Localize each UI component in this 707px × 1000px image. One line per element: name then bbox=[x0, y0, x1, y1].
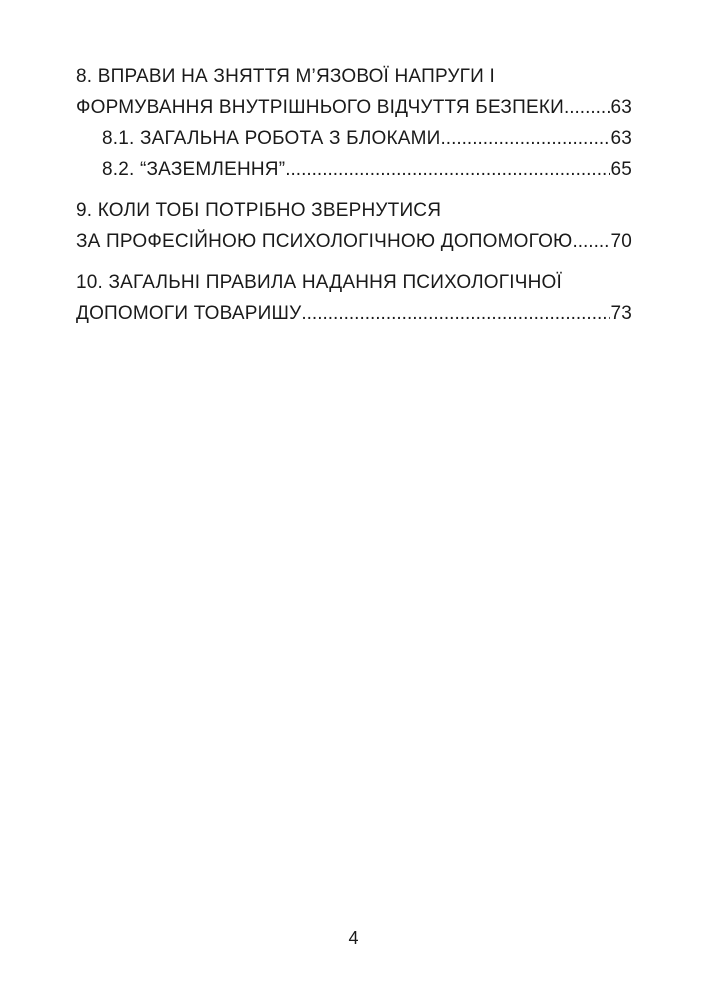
toc-entry-title: ФОРМУВАННЯ ВНУТРІШНЬОГО ВІДЧУТТЯ БЕЗПЕКИ bbox=[76, 97, 564, 118]
toc-page-number: 73 bbox=[610, 303, 632, 324]
toc-entry-9[interactable] bbox=[76, 195, 632, 257]
dot-leader bbox=[572, 226, 610, 257]
toc-subentry-8-1[interactable] bbox=[76, 123, 632, 154]
toc-subentry-title: 8.1. ЗАГАЛЬНА РОБОТА З БЛОКАМИ bbox=[102, 128, 441, 149]
toc-subentry-8-2[interactable] bbox=[76, 154, 632, 185]
toc-entry-title-line bbox=[76, 92, 632, 123]
toc-entry-title-line: 9. КОЛИ ТОБІ ПОТРІБНО ЗВЕРНУТИСЯ bbox=[76, 200, 442, 221]
toc-entry-title-line bbox=[76, 298, 632, 329]
dot-leader bbox=[301, 298, 610, 329]
toc-page-number: 63 bbox=[610, 128, 632, 149]
toc-entry-title-line: 8. ВПРАВИ НА ЗНЯТТЯ М’ЯЗОВОЇ НАПРУГИ І bbox=[76, 66, 495, 87]
toc-entry-10[interactable] bbox=[76, 267, 632, 329]
toc-page-number: 65 bbox=[610, 159, 632, 180]
toc-entry-title: ДОПОМОГИ ТОВАРИШУ bbox=[76, 303, 302, 324]
dot-leader bbox=[564, 92, 610, 123]
toc-entry-title: ЗА ПРОФЕСІЙНОЮ ПСИХОЛОГІЧНОЮ ДОПОМОГОЮ bbox=[76, 231, 573, 252]
toc-subentry-title: 8.2. “ЗАЗЕМЛЕННЯ” bbox=[102, 159, 286, 180]
toc-page-number: 70 bbox=[610, 231, 632, 252]
dot-leader bbox=[285, 154, 610, 185]
page-footer-number: 4 bbox=[348, 928, 359, 948]
dot-leader bbox=[441, 123, 611, 154]
table-of-contents bbox=[76, 61, 632, 339]
toc-entry-title-line: 10. ЗАГАЛЬНІ ПРАВИЛА НАДАННЯ ПСИХОЛОГІЧНОЇ bbox=[76, 272, 562, 293]
toc-entry-8[interactable] bbox=[76, 61, 632, 185]
toc-entry-title-line bbox=[76, 226, 632, 257]
toc-page-number: 63 bbox=[610, 97, 632, 118]
